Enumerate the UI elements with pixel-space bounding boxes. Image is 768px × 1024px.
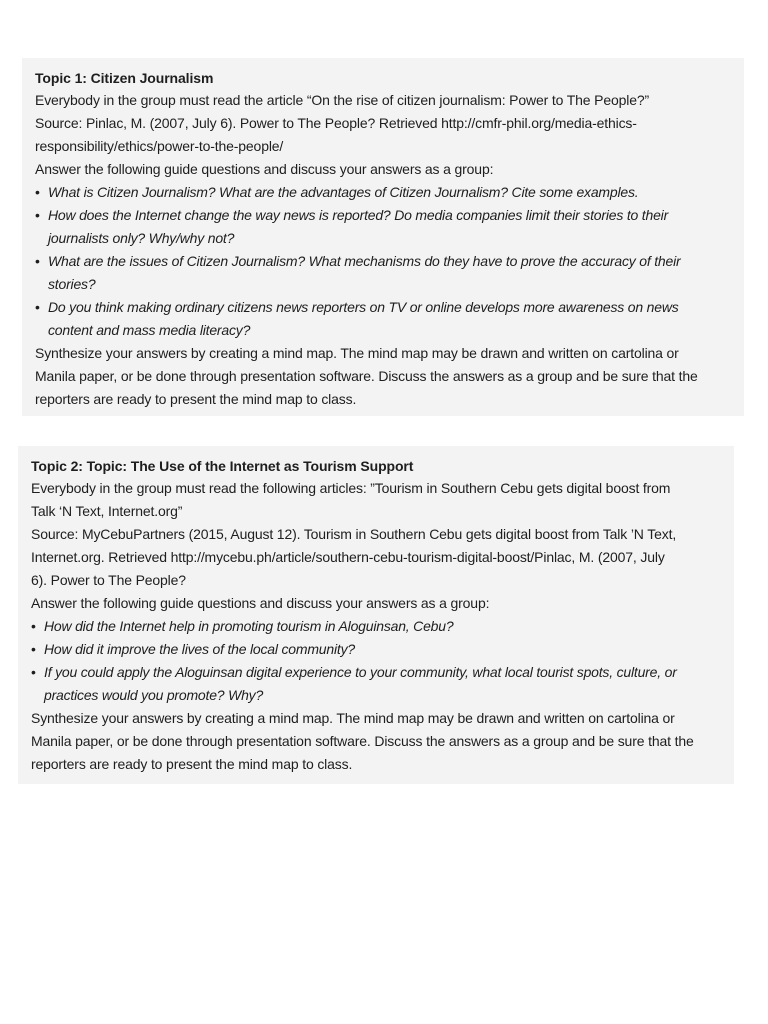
topic-1-intro [35,89,736,181]
topic-2-closing-line: reporters are ready to present the mind map to class. [31,756,353,772]
question-item [35,250,736,296]
topic-2-section [18,446,734,784]
topic-1-question-list [35,181,736,342]
topic-1-closing-line: Manila paper, or be done through presentation software. Discuss the answers as a group and be sure that the [35,368,698,384]
topic-1-source-line: Source: Pinlac, M. (2007, July 6). Power to The People? Retrieved http://cmfr-phil.org/media-ethics- [35,115,637,131]
bullet-icon: • [31,641,36,657]
question-line: How does the Internet change the way news is reported? Do media companies limit their stories to their [48,207,669,223]
bullet-icon: • [35,299,40,315]
question-line: content and mass media literacy? [48,322,251,338]
question-line: What is Citizen Journalism? What are the advantages of Citizen Journalism? Cite some examples. [48,184,639,200]
topic-1-closing-line: Synthesize your answers by creating a mind map. The mind map may be drawn and written on cartolina or [35,345,679,361]
topic-2-source-line: Source: MyCebuPartners (2015, August 12). Tourism in Southern Cebu gets digital boost from Talk ’N Text, [31,526,677,542]
topic-1-instruction-line: Answer the following guide questions and discuss your answers as a group: [35,161,494,177]
question-item [31,615,728,638]
bullet-icon: • [35,184,40,200]
question-item [35,181,736,204]
topic-2-closing [31,707,728,776]
question-line: What are the issues of Citizen Journalism? What mechanisms do they have to prove the accuracy of their [48,253,681,269]
topic-1-title: Topic 1: Citizen Journalism [35,70,214,86]
question-line: journalists only? Why/why not? [48,230,235,246]
question-item [35,204,736,250]
bullet-icon: • [35,253,40,269]
topic-1-source-line: responsibility/ethics/power-to-the-people/ [35,138,284,154]
bullet-icon: • [31,618,36,634]
question-line: Do you think making ordinary citizens news reporters on TV or online develops more awareness on news [48,299,679,315]
topic-2-source-line: 6). Power to The People? [31,572,186,588]
topic-2-title: Topic 2: Topic: The Use of the Internet as Tourism Support [31,458,414,474]
question-line: practices would you promote? Why? [44,687,264,703]
topic-2-intro-line: Everybody in the group must read the following articles: ”Tourism in Southern Cebu gets digital boost from [31,480,671,496]
topic-2-intro-line: Talk ‘N Text, Internet.org” [31,503,183,519]
topic-2-instruction-line: Answer the following guide questions and discuss your answers as a group: [31,595,490,611]
topic-2-intro [31,477,728,615]
question-line: If you could apply the Aloguinsan digital experience to your community, what local tourist spots, culture, or [44,664,677,680]
topic-2-closing-line: Synthesize your answers by creating a mind map. The mind map may be drawn and written on cartolina or [31,710,675,726]
topic-2-source-line: Internet.org. Retrieved http://mycebu.ph/article/southern-cebu-tourism-digital-boost/Pinlac, M. (2007, July [31,549,665,565]
topic-1-closing-line: reporters are ready to present the mind map to class. [35,391,357,407]
question-line: How did it improve the lives of the local community? [44,641,355,657]
question-line: How did the Internet help in promoting tourism in Aloguinsan, Cebu? [44,618,454,634]
question-item [31,661,728,707]
bullet-icon: • [31,664,36,680]
topic-1-intro-line: Everybody in the group must read the article “On the rise of citizen journalism: Power to The People?” [35,92,649,108]
question-line: stories? [48,276,96,292]
topic-2-closing-line: Manila paper, or be done through presentation software. Discuss the answers as a group and be sure that the [31,733,694,749]
question-item [31,638,728,661]
topic-1-closing [35,342,736,411]
topic-2-question-list [31,615,728,707]
bullet-icon: • [35,207,40,223]
question-item [35,296,736,342]
topic-1-section [22,58,744,416]
